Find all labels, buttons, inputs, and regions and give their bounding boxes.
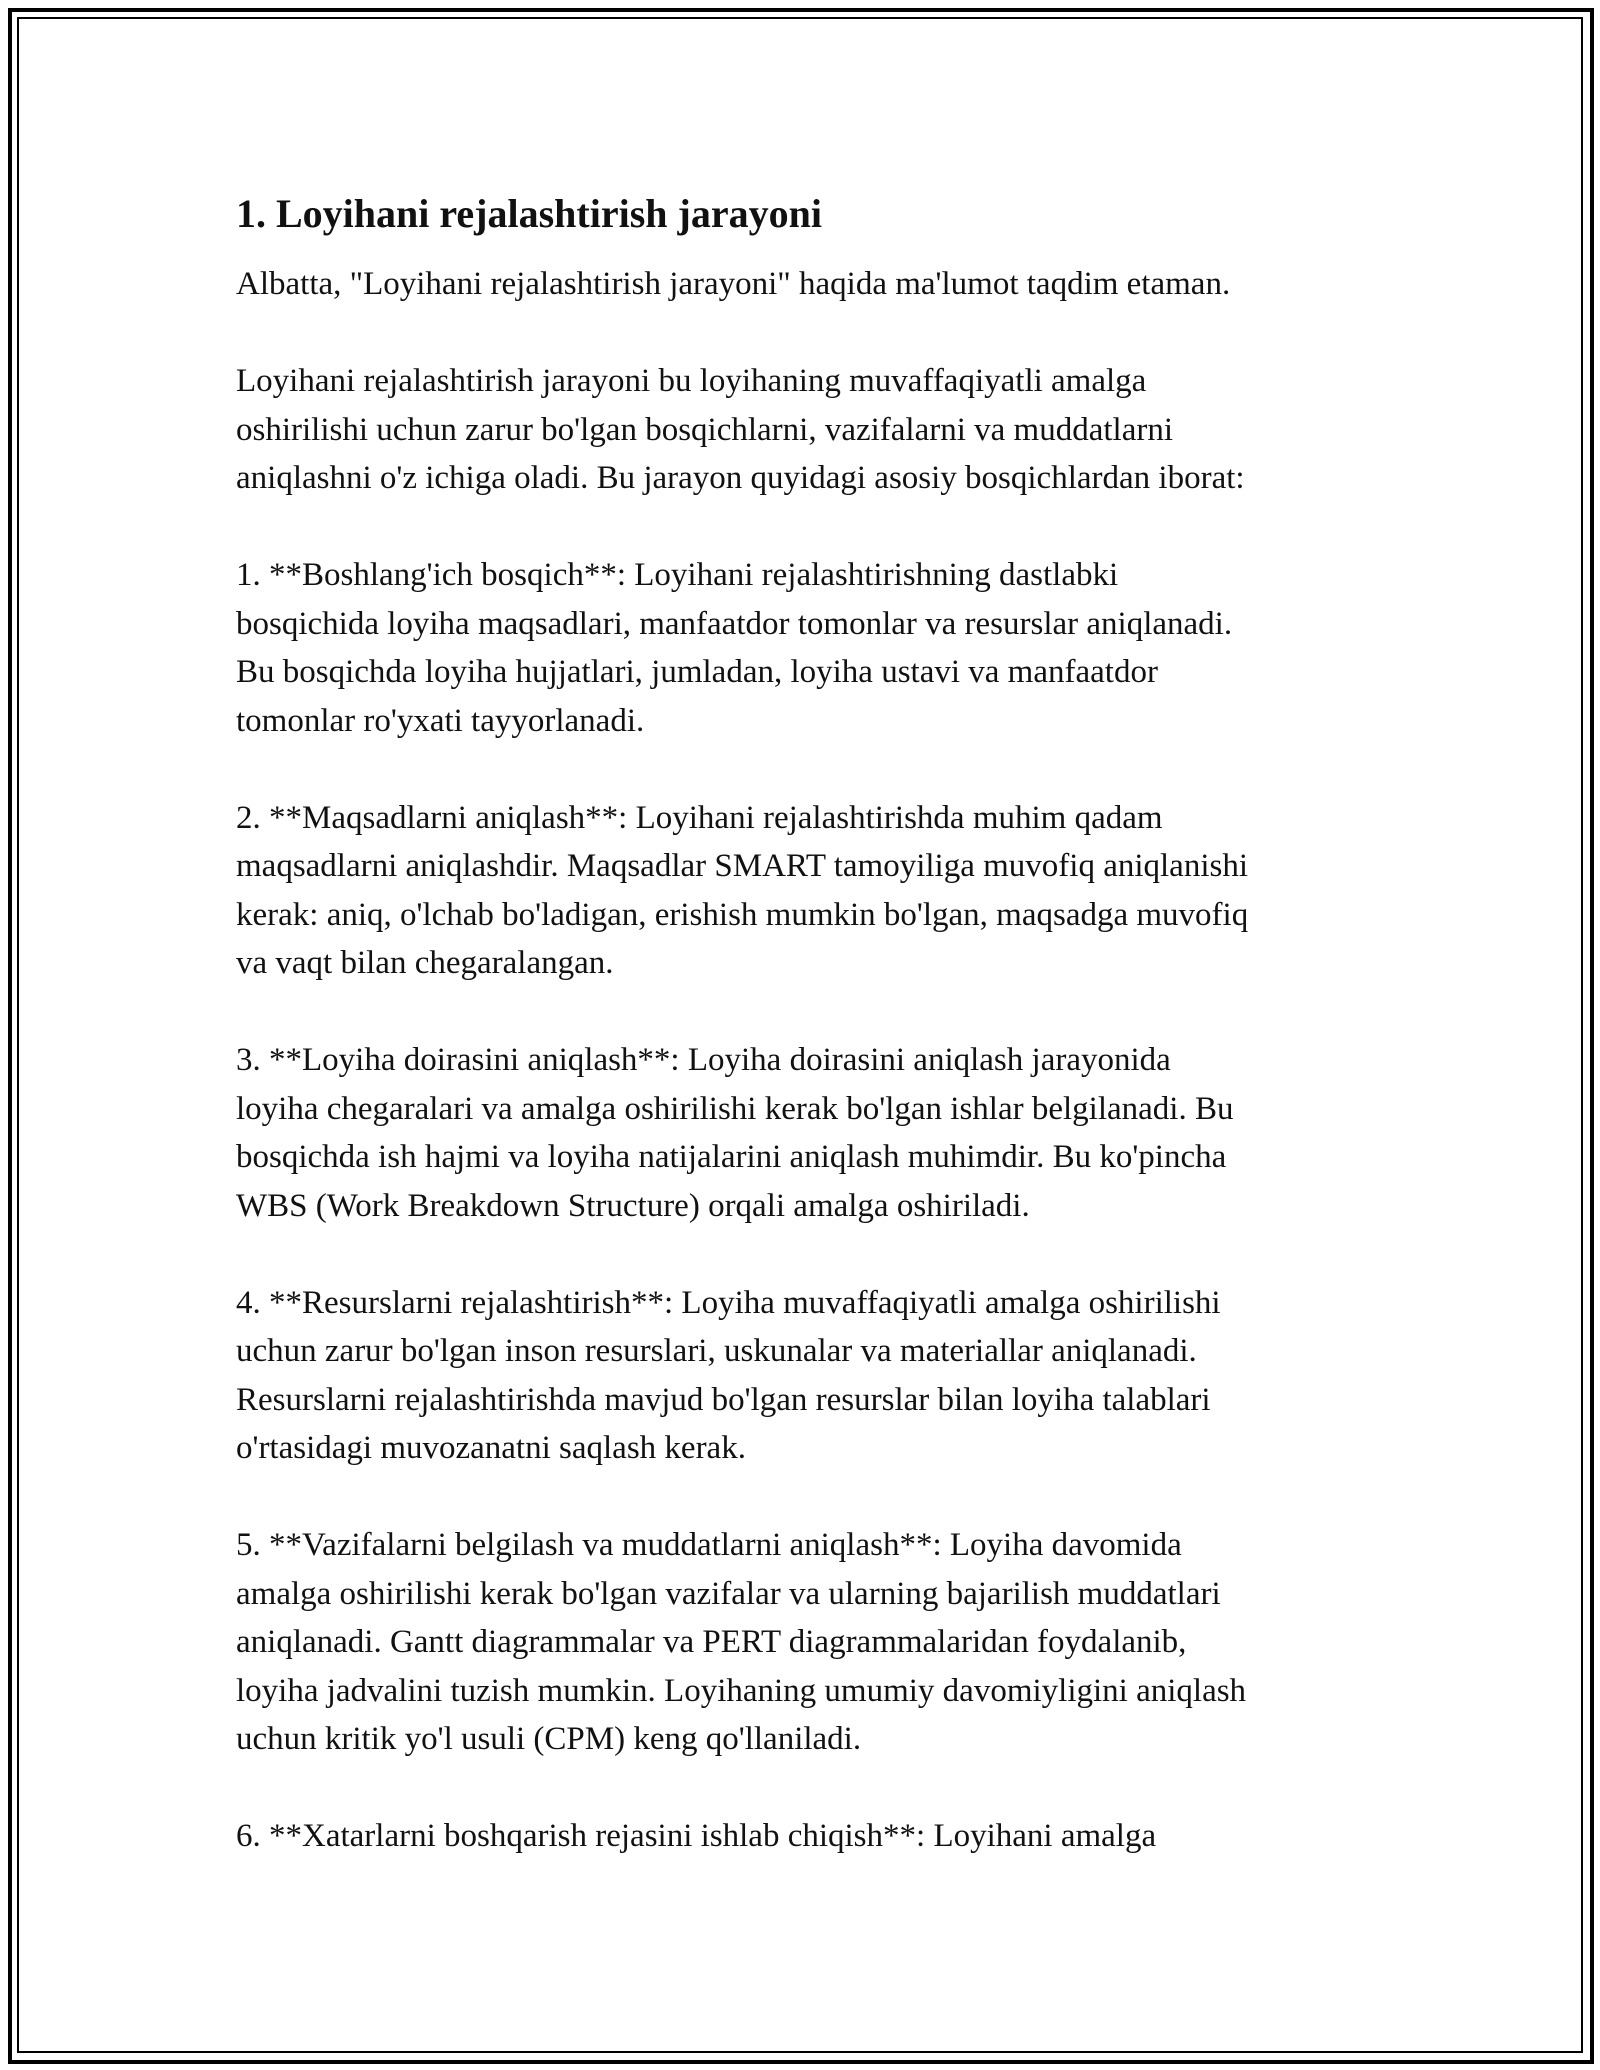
document-title: 1. Loyihani rejalashtirish jarayoni: [236, 191, 822, 236]
step-2-paragraph: 2. **Maqsadlarni aniqlash**: Loyihani rejalashtirishda muhim qadam maqsadlarni aniqlashdir. Maqsadlar SMART tamoyiliga muvofiq aniqlanishi kerak: aniq, o'lchab bo'ladigan, erishish mumkin bo'lgan, maqsadga muvofiq va vaqt bilan chegaralangan.: [236, 799, 1249, 981]
step-6-paragraph: 6. **Xatarlarni boshqarish rejasini ishlab chiqish**: Loyihani amalga: [236, 1818, 1157, 1854]
step-4-paragraph: 4. **Resurslarni rejalashtirish**: Loyiha muvaffaqiyatli amalga oshirilishi uchun zarur bo'lgan inson resurslari, uskunalar va materiallar aniqlanadi. Resurslarni rejalashtirishda mavjud bo'lgan resurslar bilan loyiha talablari o'rtasidagi muvozanatni saqlash kerak.: [236, 1284, 1221, 1466]
document-body: [236, 190, 1386, 1909]
step-1-paragraph: 1. **Boshlang'ich bosqich**: Loyihani rejalashtirishning dastlabki bosqichida loyiha maqsadlari, manfaatdor tomonlar va resurslar aniqlanadi. Bu bosqichda loyiha hujjatlari, jumladan, loyiha ustavi va manfaatdor tomonlar ro'yxati tayyorlanadi.: [236, 557, 1233, 739]
overview-paragraph: Loyihani rejalashtirish jarayoni bu loyihaning muvaffaqiyatli amalga oshirilishi uchun zarur bo'lgan bosqichlarni, vazifalarni va muddatlarni aniqlashni o'z ichiga oladi. Bu jarayon quyidagi asosiy bosqichlardan iborat:: [236, 363, 1245, 496]
step-5-paragraph: 5. **Vazifalarni belgilash va muddatlarni aniqlash**: Loyiha davomida amalga oshirilishi kerak bo'lgan vazifalar va ularning bajarilish muddatlari aniqlanadi. Gantt diagrammalar va PERT diagrammalaridan foydalanib, loyiha jadvalini tuzish mumkin. Loyihaning umumiy davomiyligini aniqlash uchun kritik yo'l usuli (CPM) keng qo'llaniladi.: [236, 1527, 1247, 1757]
intro-paragraph: Albatta, "Loyihani rejalashtirish jarayoni" haqida ma'lumot taqdim etaman.: [236, 266, 1231, 302]
step-3-paragraph: 3. **Loyiha doirasini aniqlash**: Loyiha doirasini aniqlash jarayonida loyiha chegaralari va amalga oshirilishi kerak bo'lgan ishlar belgilanadi. Bu bosqichda ish hajmi va loyiha natijalarini aniqlash muhimdir. Bu ko'pincha WBS (Work Breakdown Structure) orqali amalga oshiriladi.: [236, 1042, 1234, 1224]
